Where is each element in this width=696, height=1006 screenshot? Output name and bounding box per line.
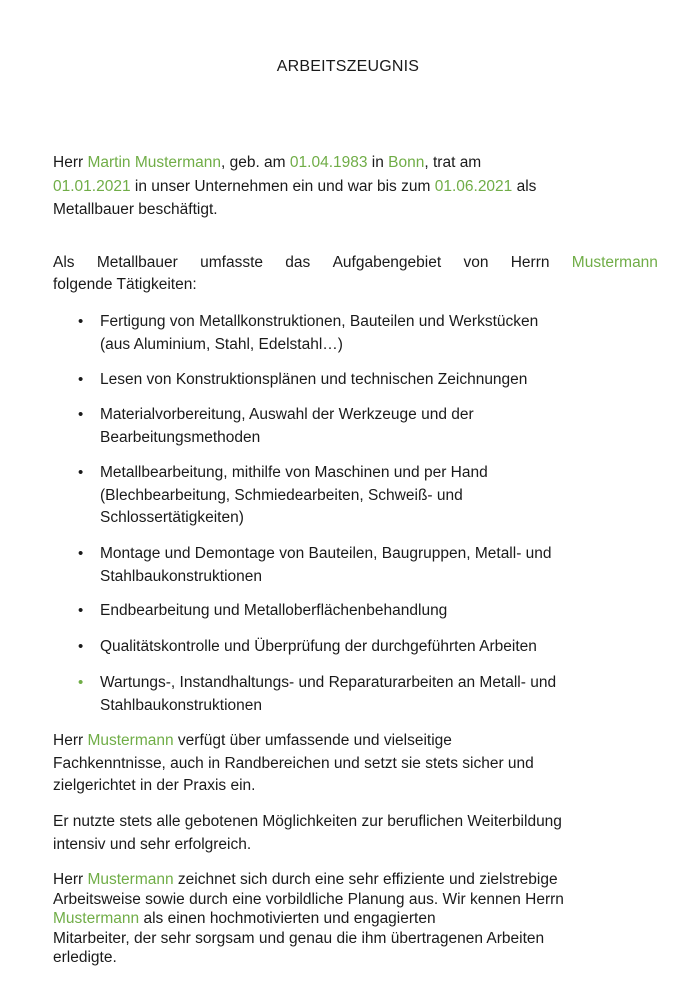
list-item-line: Stahlbaukonstruktionen [100,696,263,714]
birth-city: Bonn [388,154,425,171]
paragraph-line [53,730,658,753]
text: Herr [53,871,88,888]
paragraph-line: zielgerichtet in der Praxis ein. [53,777,256,794]
training-paragraph [53,811,658,856]
list-item-text [100,543,660,588]
list-item-line: Lesen von Konstruktionsplänen und technischen Zeichnungen [100,371,528,388]
text: Herr [53,732,88,749]
list-item-text [100,369,660,392]
bullet-icon: • [78,545,84,562]
text: als einen hochmotivierten und engagierten [139,910,436,927]
start-date: 01.01.2021 [53,177,131,195]
intro-line-2 [53,175,653,199]
list-item-text [100,404,660,449]
end-date: 01.06.2021 [434,177,513,195]
employee-surname: Mustermann [87,732,174,749]
tasks-intro-line-2: folgende Tätigkeiten: [53,276,197,293]
word: Herrn [510,254,550,271]
employee-surname: Mustermann [53,910,140,927]
intro-text: Herr [53,154,88,171]
list-item-line: Fertigung von Metallkonstruktionen, Bauteilen und Werkstücken [100,313,539,330]
text: zeichnet sich durch eine sehr effiziente und zielstrebige [173,871,558,888]
list-item-text [100,672,660,717]
list-item-text [100,600,660,623]
bullet-icon: • [78,464,84,481]
bullet-icon: • [78,638,84,655]
paragraph-line: Fachkenntnisse, auch in Randbereichen und setzt sie stets sicher und [53,754,534,772]
list-item-line: Qualitätskontrolle und Überprüfung der durchgeführten Arbeiten [100,638,537,655]
intro-text: in [367,154,389,171]
list-item-line: Materialvorbereitung, Auswahl der Werkzeuge und der [100,406,474,423]
intro-text: , geb. am [220,154,290,171]
list-item-line: Schlossertätigkeiten) [100,509,244,526]
word: Aufgabengebiet [332,254,442,271]
paragraph-line: Arbeitsweise sowie durch eine vorbildliche Planung aus. Wir kennen Herrn [53,890,564,908]
list-item-line: (aus Aluminium, Stahl, Edelstahl…) [100,335,343,353]
word: Metallbauer [96,254,178,271]
employee-surname: Mustermann [571,254,658,271]
paragraph-line: intensiv und sehr erfolgreich. [53,835,252,853]
list-item-line: (Blechbearbeitung, Schmiedearbeiten, Schweiß- und [100,486,463,504]
list-item-line: Endbearbeitung und Metalloberflächenbehandlung [100,602,448,619]
intro-paragraph [53,151,653,222]
word: von [463,254,489,271]
list-item-line: Bearbeitungsmethoden [100,428,261,446]
intro-line-3: Metallbauer beschäftigt. [53,201,218,218]
birth-date: 01.04.1983 [289,154,368,171]
list-item-text [100,311,660,356]
skills-paragraph [53,730,658,798]
list-item-line: Metallbearbeitung, mithilfe von Maschinen und per Hand [100,464,488,481]
paragraph-line: Er nutzte stets alle gebotenen Möglichkeiten zur beruflichen Weiterbildung [53,813,562,830]
intro-text: in unser Unternehmen ein und war bis zum [130,177,435,195]
paragraph-line: erledigte. [53,949,117,966]
tasks-intro-line-1 [53,252,658,274]
paragraph-line [53,909,658,929]
employee-name: Martin Mustermann [87,154,221,171]
paragraph-line: Mitarbeiter, der sehr sorgsam und genau die ihm übertragenen Arbeiten [53,929,545,947]
word: das [285,254,311,271]
bullet-icon: • [78,674,84,691]
bullet-icon: • [78,602,84,619]
text: verfügt über umfassende und vielseitige [173,732,452,749]
bullet-icon: • [78,313,84,330]
performance-paragraph [53,870,658,968]
list-item-line: Wartungs-, Instandhaltungs- und Reparaturarbeiten an Metall- und [100,674,557,691]
document-title: ARBEITSZEUGNIS [276,58,420,75]
bullet-icon: • [78,406,84,423]
intro-text: , trat am [424,154,482,171]
intro-text: als [512,177,537,195]
intro-line-1 [53,151,653,175]
word: umfasste [200,254,263,271]
tasks-intro-paragraph [53,252,658,296]
bullet-icon: • [78,371,84,388]
employee-surname: Mustermann [87,871,174,888]
list-item-line: Stahlbaukonstruktionen [100,567,263,585]
list-item-line: Montage und Demontage von Bauteilen, Baugruppen, Metall- und [100,545,552,562]
paragraph-line [53,870,658,890]
list-item-text [100,462,660,530]
word: Als [53,254,75,271]
list-item-text [100,636,660,659]
